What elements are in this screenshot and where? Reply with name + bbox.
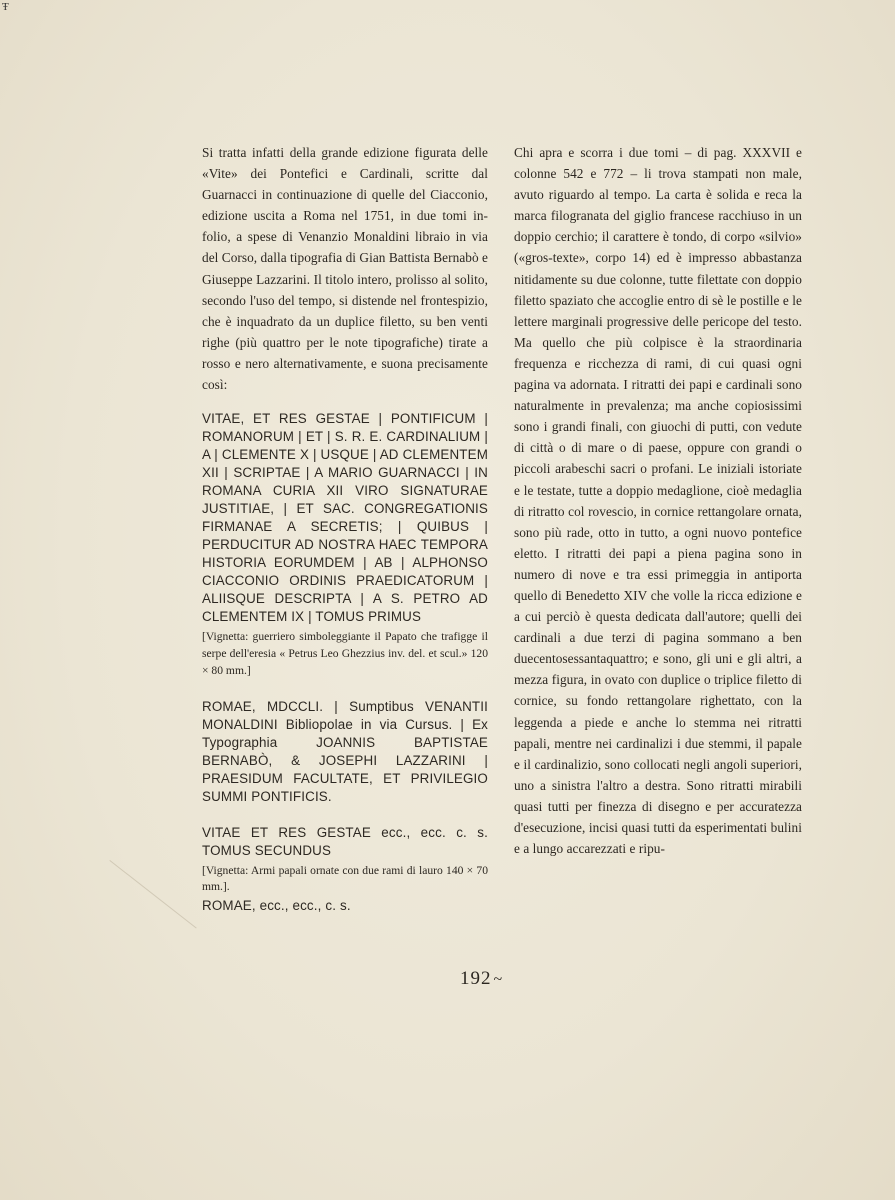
vignette-note-2: [Vignetta: Armi papali ornate con due rami di lauro 140 × 70 mm.]. (202, 863, 488, 894)
page-number (460, 968, 503, 990)
title-transcription-1: VITAE, ET RES GESTAE | PONTIFICUM | ROMANORUM | ET | S. R. E. CARDINALIUM | A | CLEMENTE X | USQUE | AD CLEMENTEM XII | SCRIPTAE | A MARIO GUARNACCI | IN ROMANA CURIA XII VIRO SIGNATURAE JUSTITIAE, | ET SAC. CONGREGATIONIS FIRMANAE A SECRETIS; | QUIBUS | PERDUCITUR AD NOSTRA HAEC TEMPORA HISTORIA EORUMDEM | AB | ALPHONSO CIACCONIO ORDINIS PRAEDICATORUM | ALIISQUE DESCRIPTA | A S. PETRO AD CLEMENTEM IX | TOMUS PRIMUS (202, 411, 488, 625)
decorative-line (109, 860, 196, 929)
page-number-flourish: ~ (493, 971, 504, 988)
title-transcription-3: VITAE ET RES GESTAE ecc., ecc. c. s. TOMUS SECUNDUS (202, 824, 488, 858)
title-transcription-2: ROMAE, MDCCLI. | Sumptibus VENANTII MONALDINI Bibliopolae in via Cursus. | Ex Typographia JOANNIS BAPTISTAE BERNABÒ, & JOSEPHI LAZZARINI | PRAESIDUM FACULTATE, ET PRIVILEGIO SUMMI PONTIFICIS. (202, 698, 488, 804)
right-column (514, 142, 802, 859)
corner-mark: Ŧ (2, 1, 9, 13)
closing-line: ROMAE, ecc., ecc., c. s. (202, 898, 351, 914)
description-paragraph: Chi apra e scorra i due tomi – di pag. XXXVII e colonne 542 e 772 – li trova stampati non male, avuto riguardo al tempo. La carta è solida e reca la marca filogranata del giglio francese racchiuso in un doppio cerchio; il carattere è tondo, di corpo «silvio» («gros-texte», corpo 14) ed è impresso abbastanza nitidamente su due colonne, tutte filettate con doppio filetto spaziato che accoglie entro di sè le postille e le lettere marginali progressive delle pericope del testo. Ma quello che più colpisce è la straordinaria frequenza e ricchezza di rami, di cui quasi ogni pagina va adornata. I ritratti dei papi e cardinali sono naturalmente in prevalenza; ma anche copiosissimi sono i grandi finali, con giuochi di putti, con vedute di città o di mare o di paese, oppure con grandi o piccoli arabeschi sacri o profani. Le iniziali istoriate e le testate, tutte a doppio medaglione, cioè medaglia di ritratto col rovescio, in cornice rettangolare ornata, sono più rade, otto in tutto, a ogni nuovo pontefice eletto. I ritratti dei papi a piena pagina sono in numero di nove e tra essi primeggia in antiporta quello di Benedetto XIV che volle la ricca edizione e a cui perciò è questa dedicata dall'autore; quelli dei cardinali a due terzi di pagina sommano a ben duecentosessantaquattro; e sono, gli uni e gli altri, a mezza figura, in ovato con duplice o triplice filetto di cornice, su fondo rettangolare righettato, con la leggenda a piede e anche lo stemma nei ritratti papali, mentre nei cardinalizi i due stemmi, il papale e il cardinalizio, sono collocati negli angoli superiori, uno a sinistra l'altro a destra. Sono ritratti mirabili quasi tutti per finezza di disegno e per accuratezza d'esecuzione, incisi quasi tutti da esperimentati bulini e a lungo accarezzati e ripu- (514, 145, 802, 857)
page-number-value: 192 (460, 968, 492, 989)
vignette-note-1: [Vignetta: guerriero simboleggiante il Papato che trafigge il serpe dell'eresia « Petrus Leo Ghezzius inv. del. et scul.» 120 × 80 mm.] (202, 630, 488, 677)
intro-paragraph: Si tratta infatti della grande edizione figurata delle «Vite» dei Pontefici e Cardinali, scritte dal Guarnacci in continuazione di quelle del Ciacconio, edizione uscita a Roma nel 1751, in due tomi in-folio, a spese di Venanzio Monaldini libraio in via del Corso, dalla tipografia di Gian Battista Bernabò e Giuseppe Lazzarini. Il titolo intero, prolisso al solito, secondo l'uso del tempo, si distende nel frontespizio, che è inquadrato da un duplice filetto, su ben venti righe (più quattro per le note tipografiche) tirate a rosso e nero alternativamente, e suona precisamente così: (202, 145, 488, 393)
left-column (202, 142, 488, 915)
